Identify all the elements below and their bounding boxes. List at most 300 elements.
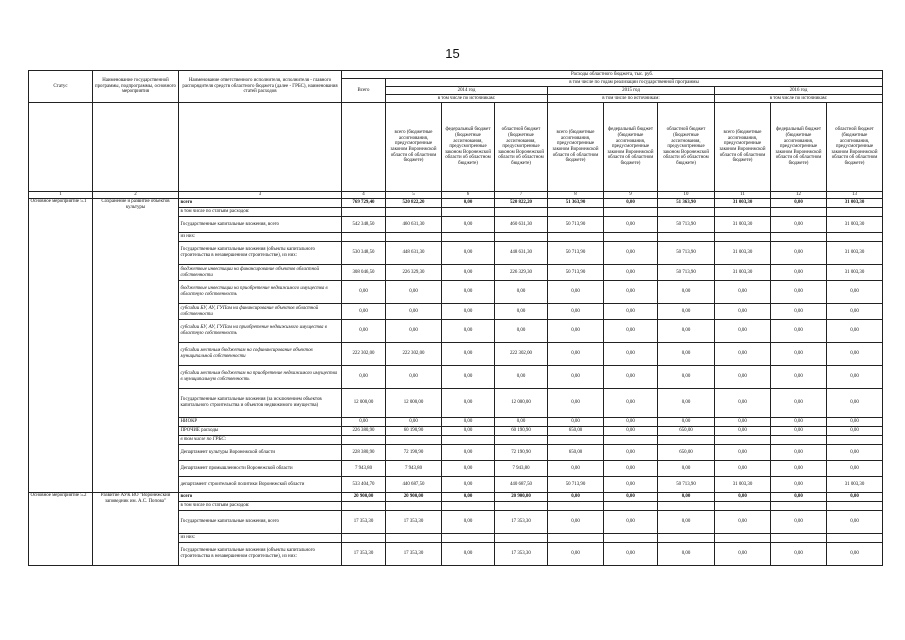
cell-value: 0,00 [771,511,827,534]
cell-value: 0,00 [827,493,883,502]
cell-value: 0,00 [604,543,658,566]
cell-value: 533 404,70 [342,477,386,493]
cell-value: 0,00 [715,281,771,304]
header-year-2015: 2015 год [548,87,715,95]
column-number-row [29,192,883,199]
cell-value: 0,00 [342,320,386,343]
cell-value: 0,00 [604,461,658,477]
cell-value: 0,00 [827,304,883,320]
cell-value: 0,00 [442,511,495,534]
cell-value [715,208,771,217]
cell-value: 0,00 [771,445,827,461]
cell-value: 17 353,30 [386,511,442,534]
cell-value: 12 000,00 [495,389,548,418]
cell-value: 0,00 [658,343,715,366]
cell-value: 50 713,90 [658,477,715,493]
cell-value: 0,00 [442,389,495,418]
column-number: 10 [658,192,715,199]
row-item-label: в том числе по статьям расходов: [179,208,342,217]
cell-value [548,436,604,445]
cell-value: 0,00 [658,418,715,427]
cell-value: 0,00 [548,493,604,502]
row-item-label: субсидии местным бюджетам на софинансирование объектов муниципальной собственности [179,343,342,366]
cell-value: 31 003,30 [827,242,883,265]
cell-value: 440 687,50 [386,477,442,493]
cell-value: 0,00 [715,461,771,477]
cell-value: 0,00 [771,320,827,343]
cell-value [715,534,771,543]
cell-value: 650,00 [548,445,604,461]
cell-value: 51 363,90 [548,199,604,208]
cell-value: 0,00 [715,427,771,436]
cell-value: 0,00 [442,304,495,320]
cell-value: 0,00 [604,242,658,265]
cell-value: 0,00 [604,281,658,304]
cell-value: 0,00 [771,242,827,265]
cell-value [342,502,386,511]
cell-value: 17 353,30 [495,543,548,566]
cell-value [442,436,495,445]
cell-value: 20 900,00 [495,493,548,502]
row-program-name: Сохранение и развитие объектов культуры [93,199,179,493]
cell-value: 0,00 [771,304,827,320]
column-number: 3 [179,192,342,199]
cell-value: 0,00 [442,427,495,436]
cell-value [771,436,827,445]
column-number: 8 [548,192,604,199]
row-item-label: субсидии БУ, АУ, ГУПам на приобретение недвижимого имущества в областную собственность [179,320,342,343]
header-sources-2015: в том числе по источникам: [548,95,715,103]
header-blank [179,103,342,192]
cell-value: 50 713,90 [658,217,715,233]
cell-value [442,208,495,217]
cell-value: 0,00 [827,366,883,389]
cell-value: 0,00 [658,461,715,477]
header-col-all: всего (бюджетные ассигнования, предусмотренные законом Воронежской области об областном бюджете) [715,103,771,192]
cell-value: 0,00 [827,461,883,477]
cell-value: 50 713,90 [548,477,604,493]
cell-value: 448 631,30 [495,242,548,265]
cell-value: 0,00 [771,217,827,233]
cell-value: 0,00 [827,320,883,343]
cell-value [495,436,548,445]
column-number: 9 [604,192,658,199]
cell-value [658,233,715,242]
cell-value: 0,00 [827,389,883,418]
row-item-label: Государственные капитальные вложения (объекты капитального строительства в незавершенном строительстве), из них: [179,242,342,265]
cell-value [342,233,386,242]
cell-value: 0,00 [715,366,771,389]
cell-value [658,436,715,445]
cell-value: 0,00 [658,320,715,343]
cell-value: 0,00 [771,265,827,281]
cell-value [715,502,771,511]
cell-value: 0,00 [442,366,495,389]
row-item-label: всего [179,199,342,208]
cell-value [771,534,827,543]
table-body [29,199,883,566]
cell-value: 0,00 [442,320,495,343]
header-blank [342,103,386,192]
cell-value: 0,00 [604,511,658,534]
cell-value: 520 822,20 [386,199,442,208]
cell-value: 0,00 [386,281,442,304]
cell-value: 0,00 [495,418,548,427]
row-item-label: ПРОЧИЕ расходы [179,427,342,436]
cell-value: 0,00 [548,461,604,477]
cell-value: 0,00 [604,320,658,343]
cell-value: 0,00 [604,199,658,208]
page-number: 15 [445,46,460,61]
cell-value: 0,00 [495,320,548,343]
row-item-label: Департамент культуры Воронежской области [179,445,342,461]
cell-value [442,502,495,511]
cell-value [548,502,604,511]
cell-value: 460 631,30 [495,217,548,233]
row-item-label: департамент строительной политики Воронежской области [179,477,342,493]
cell-value: 0,00 [548,389,604,418]
cell-value: 0,00 [548,304,604,320]
cell-value: 542 348,50 [342,217,386,233]
cell-value: 17 353,30 [386,543,442,566]
cell-value: 0,00 [604,477,658,493]
cell-value: 0,00 [495,304,548,320]
row-item-label: из них: [179,233,342,242]
cell-value: 0,00 [715,493,771,502]
cell-value: 228 380,90 [342,445,386,461]
cell-value: 12 000,00 [342,389,386,418]
cell-value: 650,00 [658,445,715,461]
cell-value: 0,00 [715,445,771,461]
cell-value: 0,00 [386,366,442,389]
cell-value: 530 348,50 [342,242,386,265]
column-number: 2 [93,192,179,199]
cell-value: 0,00 [771,477,827,493]
cell-value: 650,00 [548,427,604,436]
cell-value [827,208,883,217]
cell-value: 0,00 [442,418,495,427]
cell-value: 50 713,90 [658,265,715,281]
cell-value [548,233,604,242]
cell-value: 0,00 [604,389,658,418]
cell-value: 60 190,90 [495,427,548,436]
row-item-label: Государственные капитальные вложения (объекты капитального строительства в незавершенном строительстве), из них: [179,543,342,566]
cell-value [827,502,883,511]
cell-value: 60 190,90 [386,427,442,436]
header-executor: Наименование ответственного исполнителя, исполнителя - главного распорядителя средств областного бюджета (далее - ГРБС), наименования статей расходов [179,71,342,103]
cell-value [386,233,442,242]
row-item-label: из них: [179,534,342,543]
column-number: 13 [827,192,883,199]
cell-value [604,208,658,217]
cell-value: 0,00 [442,493,495,502]
cell-value: 222 302,00 [386,343,442,366]
row-item-label: в том числе по статьям расходов: [179,502,342,511]
cell-value: 0,00 [827,511,883,534]
row-item-label: бюджетные инвестиции на приобретение недвижимого имущества в областную собственность [179,281,342,304]
cell-value: 0,00 [342,366,386,389]
cell-value [342,534,386,543]
cell-value [442,233,495,242]
cell-value: 0,00 [658,281,715,304]
cell-value: 226 380,90 [342,427,386,436]
cell-value [495,502,548,511]
cell-value: 31 003,30 [715,242,771,265]
row-item-label: НИОКР [179,418,342,427]
cell-value: 0,00 [827,445,883,461]
cell-value: 222 302,00 [342,343,386,366]
cell-value: 50 713,90 [548,265,604,281]
cell-value: 0,00 [548,366,604,389]
cell-value: 650,00 [658,427,715,436]
cell-value: 0,00 [386,320,442,343]
cell-value: 222 302,00 [495,343,548,366]
cell-value: 0,00 [604,445,658,461]
table-header [29,71,883,199]
cell-value [658,534,715,543]
cell-value: 0,00 [715,511,771,534]
row-item-label: субсидии местным бюджетам на приобретение недвижимого имущества в муниципальную собственность [179,366,342,389]
cell-value: 0,00 [715,543,771,566]
cell-value: 31 003,30 [827,199,883,208]
cell-value: 0,00 [604,427,658,436]
cell-value [771,502,827,511]
header-total: Всего [342,79,386,103]
cell-value: 17 353,30 [342,511,386,534]
cell-value [495,233,548,242]
cell-value: 0,00 [386,304,442,320]
cell-value: 0,00 [771,343,827,366]
cell-value: 31 003,30 [715,477,771,493]
cell-value: 0,00 [342,281,386,304]
cell-value: 31 003,30 [715,217,771,233]
cell-value: 0,00 [771,427,827,436]
row-item-label: в том числе по ГРБС: [179,436,342,445]
cell-value: 0,00 [548,418,604,427]
cell-value: 0,00 [604,217,658,233]
cell-value: 20 900,00 [342,493,386,502]
row-program-name: Развитие АУК ВО "Воронежский заповедник им. А.С. Попова" [93,493,179,566]
cell-value: 0,00 [658,493,715,502]
header-year-2014: 2014 год [386,87,548,95]
row-item-label: бюджетные инвестиции на финансирование объектов областной собственности [179,265,342,281]
cell-value [548,208,604,217]
cell-value [386,502,442,511]
cell-value [495,208,548,217]
cell-value: 31 003,30 [827,477,883,493]
cell-value: 0,00 [658,389,715,418]
table-row [29,199,883,208]
cell-value: 0,00 [442,343,495,366]
header-blank [29,103,93,192]
header-col-federal: федеральный бюджет (бюджетные ассигнования, предусмотренные законом Воронежской области об областном бюджете) [604,103,658,192]
cell-value [604,502,658,511]
cell-value: 0,00 [827,281,883,304]
cell-value: 0,00 [658,543,715,566]
table-row [29,493,883,502]
header-col-all: всего (бюджетные ассигнования, предусмотренные законом Воронежской области об областном бюджете) [548,103,604,192]
cell-value: 20 900,00 [386,493,442,502]
cell-value: 0,00 [342,418,386,427]
header-sources-2016: в том числе по источникам: [715,95,883,103]
cell-value: 0,00 [827,543,883,566]
cell-value [827,436,883,445]
cell-value: 0,00 [442,445,495,461]
cell-value [658,502,715,511]
column-number: 5 [386,192,442,199]
header-col-all: всего (бюджетные ассигнования, предусмотренные законом Воронежской области об областном бюджете) [386,103,442,192]
cell-value: 448 631,30 [386,242,442,265]
row-item-label: Государственные капитальные вложения, всего [179,217,342,233]
cell-value: 0,00 [442,242,495,265]
cell-value [442,534,495,543]
cell-value: 50 713,90 [548,242,604,265]
cell-value [771,233,827,242]
cell-value [386,534,442,543]
cell-value: 0,00 [495,366,548,389]
row-item-label: всего [179,493,342,502]
cell-value: 0,00 [715,418,771,427]
cell-value: 7 943,80 [495,461,548,477]
cell-value: 0,00 [442,461,495,477]
cell-value: 0,00 [548,320,604,343]
cell-value: 0,00 [771,418,827,427]
header-year-2016: 2016 год [715,87,883,95]
cell-value [548,534,604,543]
cell-value: 0,00 [548,511,604,534]
row-item-label: субсидии БУ, АУ, ГУПам на финансирование объектов областной собственности [179,304,342,320]
cell-value: 520 822,20 [495,199,548,208]
row-status: Основное мероприятие 5.2 [29,493,93,566]
column-number: 6 [442,192,495,199]
header-status: Статус [29,71,93,103]
cell-value: 0,00 [771,543,827,566]
cell-value: 0,00 [442,199,495,208]
header-blank [93,103,179,192]
cell-value: 0,00 [548,343,604,366]
row-item-label: Департамент промышленности Воронежской области [179,461,342,477]
cell-value: 0,00 [604,304,658,320]
cell-value: 0,00 [604,265,658,281]
cell-value [604,534,658,543]
cell-value: 0,00 [771,281,827,304]
cell-value: 50 713,90 [658,242,715,265]
column-number: 1 [29,192,93,199]
header-expenses-title: Расходы областного бюджета, тыс. руб. [342,71,883,79]
cell-value: 226 329,30 [495,265,548,281]
row-status: Основное мероприятие 5.1 [29,199,93,493]
cell-value: 51 363,90 [658,199,715,208]
cell-value: 0,00 [658,366,715,389]
cell-value: 226 329,30 [386,265,442,281]
budget-table [28,70,883,566]
header-col-regional: областной бюджет (бюджетные ассигнования, предусмотренные законом Воронежской области об областном бюджете) [658,103,715,192]
cell-value: 0,00 [442,281,495,304]
cell-value: 0,00 [442,265,495,281]
header-sources-2014: в том числе по источникам: [386,95,548,103]
cell-value: 7 943,80 [342,461,386,477]
cell-value: 31 003,30 [827,217,883,233]
header-col-federal: федеральный бюджет (бюджетные ассигнования, предусмотренные законом Воронежской области об областном бюджете) [442,103,495,192]
column-number: 12 [771,192,827,199]
cell-value: 0,00 [771,461,827,477]
cell-value [715,436,771,445]
cell-value: 308 046,50 [342,265,386,281]
cell-value: 0,00 [548,281,604,304]
row-item-label: Государственные капитальные вложения, всего [179,511,342,534]
cell-value: 0,00 [386,418,442,427]
column-number: 4 [342,192,386,199]
cell-value: 72 190,90 [386,445,442,461]
cell-value [827,233,883,242]
column-number: 7 [495,192,548,199]
cell-value: 50 713,90 [548,217,604,233]
header-col-regional: областной бюджет (бюджетные ассигнования, предусмотренные законом Воронежской области об областном бюджете) [495,103,548,192]
header-col-regional: областной бюджет (бюджетные ассигнования, предусмотренные законом Воронежской области об областном бюджете) [827,103,883,192]
header-col-federal: федеральный бюджет (бюджетные ассигнования, предусмотренные законом Воронежской области об областном бюджете) [771,103,827,192]
cell-value: 0,00 [442,477,495,493]
cell-value: 17 353,30 [342,543,386,566]
cell-value [604,436,658,445]
cell-value [342,208,386,217]
cell-value: 0,00 [604,343,658,366]
cell-value: 0,00 [771,493,827,502]
cell-value [386,208,442,217]
cell-value: 0,00 [604,493,658,502]
header-by-years: в том числе по годам реализации государственной программы [386,79,883,87]
cell-value: 0,00 [495,281,548,304]
cell-value: 769 729,40 [342,199,386,208]
cell-value: 0,00 [715,320,771,343]
cell-value: 72 190,90 [495,445,548,461]
cell-value: 0,00 [827,427,883,436]
cell-value: 0,00 [604,366,658,389]
cell-value: 0,00 [442,543,495,566]
cell-value: 12 000,00 [386,389,442,418]
cell-value: 0,00 [771,366,827,389]
cell-value: 0,00 [771,199,827,208]
cell-value: 0,00 [548,543,604,566]
cell-value: 0,00 [771,389,827,418]
cell-value: 0,00 [715,304,771,320]
cell-value [604,233,658,242]
cell-value: 0,00 [715,389,771,418]
cell-value: 0,00 [442,217,495,233]
cell-value: 17 353,30 [495,511,548,534]
cell-value: 0,00 [604,418,658,427]
cell-value: 31 003,30 [827,265,883,281]
cell-value: 0,00 [658,304,715,320]
cell-value: 0,00 [827,418,883,427]
cell-value: 460 631,30 [386,217,442,233]
cell-value [342,436,386,445]
cell-value [495,534,548,543]
cell-value: 0,00 [342,304,386,320]
cell-value: 440 687,50 [495,477,548,493]
cell-value: 0,00 [715,343,771,366]
cell-value: 0,00 [658,511,715,534]
cell-value: 31 003,30 [715,265,771,281]
cell-value [715,233,771,242]
cell-value: 31 003,30 [715,199,771,208]
cell-value: 0,00 [827,343,883,366]
column-number: 11 [715,192,771,199]
cell-value: 7 943,80 [386,461,442,477]
header-program-name: Наименование государственной программы, подпрограммы, основного мероприятия [93,71,179,103]
cell-value [658,208,715,217]
cell-value [386,436,442,445]
cell-value [771,208,827,217]
